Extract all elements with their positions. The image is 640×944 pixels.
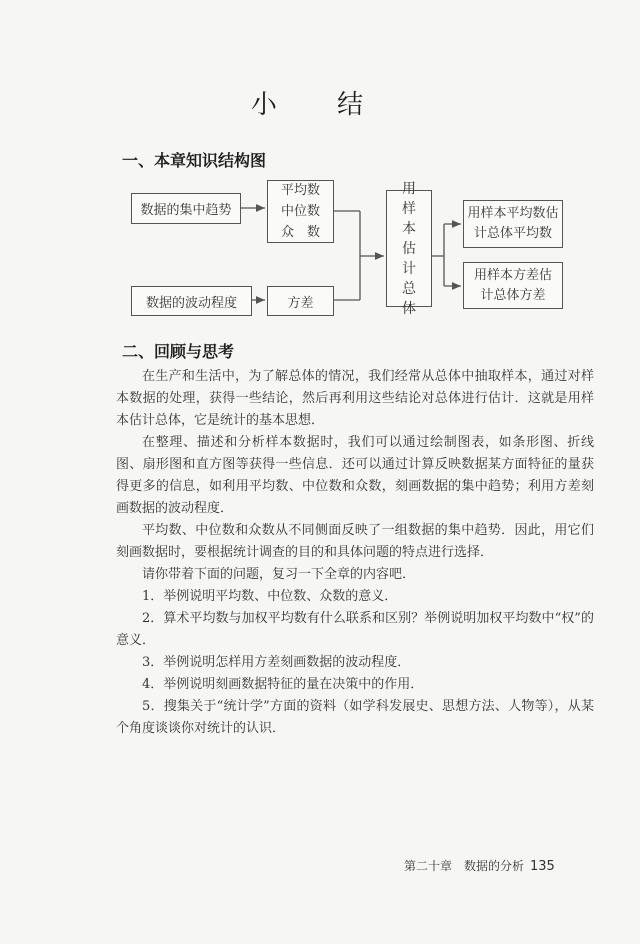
paragraph: 平均数、中位数和众数从不同侧面反映了一组数据的集中趋势．因此，用它们刻画数据时，要根据统计调查的目的和具体问题的特点进行选择． [116, 523, 594, 560]
measure-median-label: 中位数 [280, 204, 320, 219]
page-number: 135 [530, 859, 555, 874]
box-variance [267, 286, 334, 316]
estimate-variance-line2: 计总体方差 [480, 287, 546, 303]
section-heading-review: 二、回顾与思考 [122, 342, 235, 361]
box-measures [267, 180, 334, 243]
footer-chapter: 第二十章 数据的分析 [404, 859, 525, 873]
section-heading-structure-map: 一、本章知识结构图 [122, 151, 267, 170]
estimate-mean-line2: 计总体平均数 [473, 226, 552, 241]
knowledge-structure-diagram [0, 0, 640, 340]
page-title: 小 结 [250, 90, 390, 120]
estimate-variance-line1: 用样本方差估 [473, 267, 552, 283]
review-body [116, 366, 594, 740]
page-footer [404, 857, 555, 874]
box-estimate-mean [463, 200, 563, 248]
measure-mode-label: 众 数 [280, 225, 320, 240]
box-estimate-variance [463, 262, 563, 309]
box-variance-label: 方差 [287, 295, 314, 311]
box-dispersion [131, 286, 252, 316]
question-item: 3．举例说明怎样用方差刻画数据的波动程度． [142, 655, 411, 670]
box-central-tendency-label: 数据的集中趋势 [140, 203, 232, 218]
paragraph: 在整理、描述和分析样本数据时，我们可以通过绘制图表，如条形图、折线图、扇形图和直方图等获得一些信息．还可以通过计算反映数据某方面特征的量获得更多的信息，如利用平均数、中位数和众数，刻画数据的集中趋势；利用方差刻画数据的波动程度． [116, 435, 594, 516]
paragraph: 请你带着下面的问题，复习一下全章的内容吧． [142, 567, 416, 582]
question-item: 2．算术平均数与加权平均数有什么联系和区别？举例说明加权平均数中“权”的意义． [116, 611, 594, 648]
box-central-tendency [131, 193, 241, 224]
box-sample-estimate [386, 180, 432, 317]
question-item: 4．举例说明刻画数据特征的量在决策中的作用． [142, 677, 424, 692]
estimate-mean-line1: 用样本平均数估 [467, 206, 559, 221]
box-sample-estimate-label: 用 样 本 估 计 总 体 [402, 180, 416, 317]
question-item: 5．搜集关于“统计学”方面的资料（如学科发展史、思想方法、人物等），从某个角度谈谈你对统计的认识． [116, 699, 594, 736]
paragraph: 在生产和生活中，为了解总体的情况，我们经常从总体中抽取样本，通过对样本数据的处理，获得一些结论，然后再利用这些结论对总体进行估计．这就是用样本估计总体，它是统计的基本思想． [116, 369, 594, 428]
question-item: 1．举例说明平均数、中位数、众数的意义． [142, 589, 398, 604]
box-dispersion-label: 数据的波动程度 [145, 295, 237, 311]
measure-mean-label: 平均数 [280, 183, 320, 198]
